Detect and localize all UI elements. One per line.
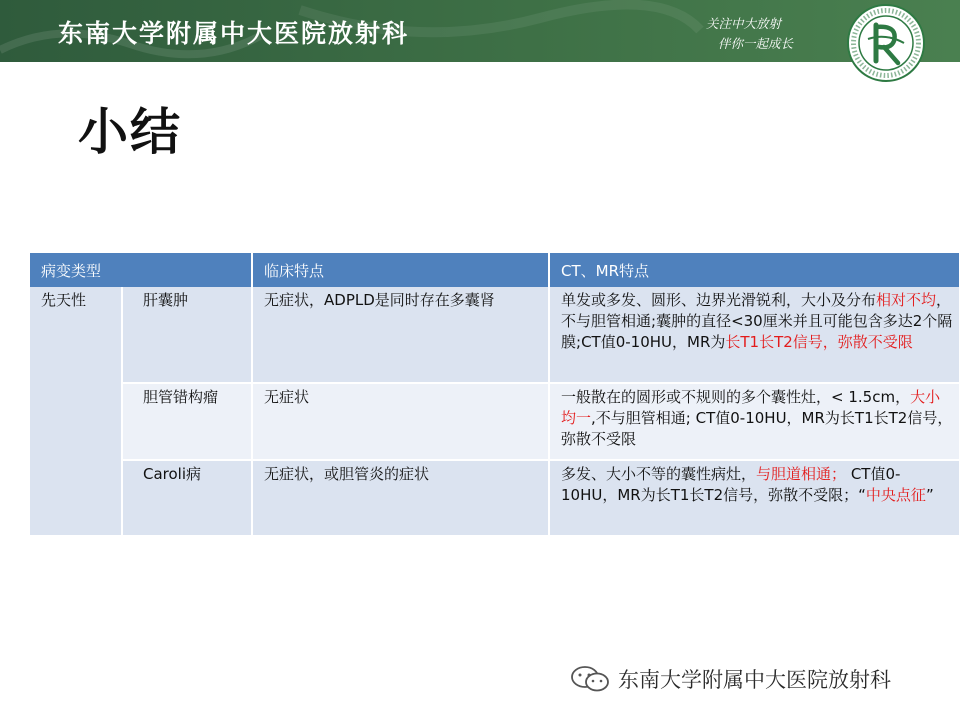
clinical-cell: 无症状，或胆管炎的症状: [252, 460, 549, 536]
highlight-text: 中央点征: [865, 486, 926, 504]
header-banner: [0, 0, 960, 62]
highlight-text: 长T1长T2信号，弥散不受限: [725, 333, 913, 351]
slogan-line-1: 关注中大放射: [706, 16, 782, 31]
highlight-text: 大小均一: [561, 388, 941, 427]
category-cell: 先天性: [30, 287, 122, 536]
ct-mr-cell: [549, 383, 960, 460]
text-segment: 多发、大小不等的囊性病灶，: [561, 465, 757, 483]
text-segment: CT值0-10HU，MR为长T1长T2信号，弥散不受限；“: [561, 465, 901, 504]
lesion-name: 胆管错构瘤: [122, 383, 252, 460]
ct-mr-cell: [549, 287, 960, 383]
highlight-text: 相对不均: [876, 291, 937, 309]
header-lesion-type: 病变类型: [30, 253, 252, 287]
lesion-name: Caroli病: [122, 460, 252, 536]
slide-title: 小结: [78, 103, 182, 161]
slogan-line-2: 伴你一起成长: [718, 36, 794, 51]
header-ct-mr: CT、MR特点: [549, 253, 960, 287]
footer-text: 东南大学附属中大医院放射科: [618, 668, 891, 692]
table-row: [30, 383, 960, 460]
text-segment: ,不与胆管相通; CT值0-10HU，MR为长T1长T2信号，弥散不受限: [561, 409, 953, 448]
ct-mr-cell: [549, 460, 960, 536]
text-segment: 单发或多发、圆形、边界光滑锐利，大小及分布: [561, 291, 877, 309]
clinical-cell: 无症状，ADPLD是同时存在多囊肾: [252, 287, 549, 383]
banner-slogan: [706, 14, 793, 54]
lesion-name: 肝囊肿: [122, 287, 252, 383]
table-row: [30, 460, 960, 536]
banner-title: 东南大学附属中大医院放射科: [58, 19, 410, 48]
highlight-text: 与胆道相通；: [756, 465, 847, 483]
table-header-row: [30, 253, 960, 287]
summary-table: [30, 253, 960, 537]
text-segment: ，不与胆管相通;囊肿的直径<30厘米并且可能包含多达2个隔膜;CT值0-10HU，MR为: [561, 291, 953, 351]
clinical-cell: 无症状: [252, 383, 549, 460]
text-segment: 一般散在的圆形或不规则的多个囊性灶，< 1.5cm，: [561, 388, 911, 406]
hospital-logo: [846, 3, 926, 83]
table-row: [30, 287, 960, 383]
wechat-icon: [570, 666, 612, 692]
header-clinical: 临床特点: [252, 253, 549, 287]
text-segment: ”: [925, 486, 934, 504]
